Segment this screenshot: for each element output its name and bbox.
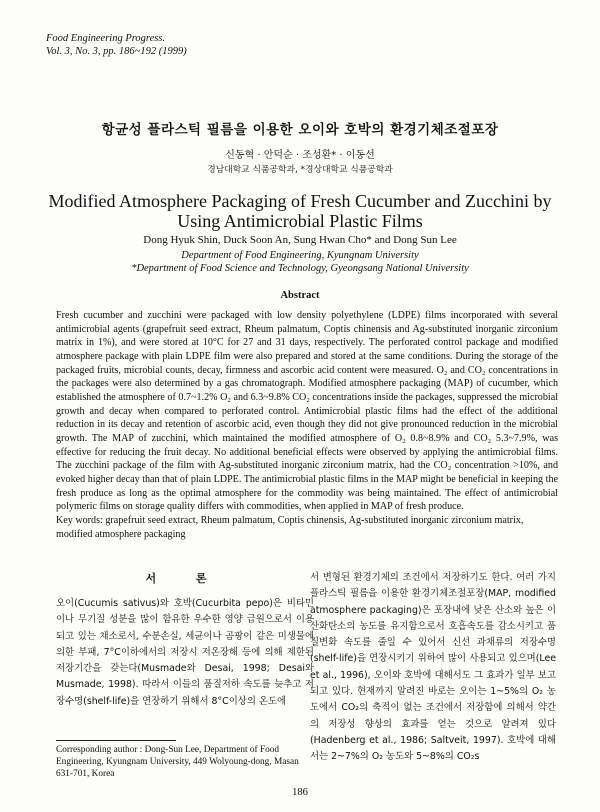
keywords: Key words: grapefruit seed extract, Rheum palmatum, Coptis chinensis, Ag-substituted inorganic zirconium matrix, modified atmosphere packaging	[56, 515, 524, 540]
korean-title: 항균성 플라스틱 필름을 이용한 오이와 호박의 환경기체조절포장	[101, 122, 499, 138]
abstract-heading: Abstract	[280, 290, 320, 301]
english-authors: Dong Hyuk Shin, Duck Soon An, Sung Hwan Cho* and Dong Sun Lee	[143, 234, 457, 246]
journal-citation: Vol. 3, No. 3, pp. 186~192 (1999)	[46, 46, 187, 57]
footnote-rule	[56, 740, 176, 741]
affiliation-1: Department of Food Engineering, Kyungnam University	[181, 250, 419, 261]
page-number: 186	[292, 787, 308, 798]
korean-authors: 신동혁 · 안덕순 · 조성환* · 이동선	[225, 150, 375, 161]
body-right-column	[310, 570, 556, 766]
section-title: 서 론	[145, 572, 225, 585]
body-left-column	[56, 572, 314, 710]
body-left-text: 오이(Cucumis sativus)와 호박(Cucurbita pepo)은 비타민이나 무기질 성분을 많이 함유한 우수한 영양 급원으로서 이용되고 있는 채소로서, 수분손실, 세균이나 곰팡이 같은 미생물에 의한 부패, 7°C이하에서의 저장시 저온장해 등에 의해 제한된 저장기간을 갖는다(Musmade와 Desai, 1998; Desai와 Musmade, 1998). 따라서 이들의 품질저하 속도를 늦추고 저장수명(shelf-life)을 연장하기 위해서 8°C이상의 온도에	[56, 598, 314, 707]
journal-header	[46, 32, 187, 58]
journal-name: Food Engineering Progress.	[46, 33, 166, 44]
english-title: Modified Atmosphere Packaging of Fresh Cucumber and Zucchini by Using Antimicrobial Plastic Films	[48, 191, 552, 231]
english-affiliations	[0, 249, 600, 275]
body-right-text: 서 변형된 환경기체의 조건에서 저장하기도 한다. 여러 가지 플라스틱 필름을 이용한 환경기체조절포장(MAP, modified atmosphere packaging)은 포장내에 낮은 산소와 높은 이산화탄소의 농도를 유지함으로서 호흡속도를 감소시키고 품질변화 속도를 줄일 수 있어서 신선 과채류의 저장수명(shelf-life)을 연장시키기 위하여 많이 사용되고 있으며(Lee et al., 1996), 오이와 호박에 대해서도 그 효과가 일부 보고되고 있다. 현재까지 알려진 바로는 오이는 1~5%의 O₂ 농도에서 CO₂의 축적이 없는 조건에서 저장함에 의해서 약간의 저장성 향상의 효과를 얻는 것으로 알려져 있다(Hadenberg et al., 1986; Saltveit, 1997). 호박에 대해서는 2~7%의 O₂ 농도와 5~8%의 CO₂s	[310, 572, 556, 763]
affiliation-2: *Department of Food Science and Technology, Gyeongsang National University	[131, 263, 469, 274]
korean-affiliation: 경남대학교 식품공학과, *경상대학교 식품공학과	[207, 165, 393, 175]
abstract-text: Fresh cucumber and zucchini were packaged with low density polyethylene (LDPE) films incorporated with several antimicrobial agents (grapefruit seed extract, Rheum palmatum, Coptis chinensis and Ag-substituted inorganic zirconium matrix in 1%), and were stored at 10°C for 27 and 31 days, respectively. The perforated control package and modified atmosphere package with plain LDPE film were also prepared and stored at the same conditions. During the storage of the packaged fruits, microbial counts, decay, firmness and ascorbic acid content were measured. O₂ and CO₂ concentrations in the packages were also determined by a gas chromatograph. Modified atmosphere packaging (MAP) of cucumber, which established the atmosphere of 0.7~1.2% O₂ and 6.3~9.8% CO₂ concentrations inside the packages, suppressed the microbial growth and decay when compared to perforated control. Antimicrobial plastic films had the effect of the additional reduction in its decay and retention of ascorbic acid, even though they did not give pronounced reduction in the microbial growth. The MAP of zucchini, which maintained the modified atmosphere of O₂ 0.8~8.9% and CO₂ 5.3~7.9%, was effective for reducing the fruit decay. No additional beneficial effects were observed by applying the antimicrobial films. The zucchini package of the film with Ag-substituted inorganic zirconium matrix, had the CO₂ concentration >10%, and evoked higher decay than that of plain LDPE. The antimicrobial plastic films in the MAP might be beneficial in keeping the fresh produce as long as the optimal atmosphere for the commodity was being maintained. The effect of antimicrobial polymeric films on storage quality differs with commodities, when applied in MAP of fresh produce.	[56, 310, 558, 513]
corresponding-author-footnote: Corresponding author : Dong-Sun Lee, Department of Food Engineering, Kyungnam University, 449 Wolyoung-dong, Masan 631-701, Korea	[56, 745, 299, 779]
